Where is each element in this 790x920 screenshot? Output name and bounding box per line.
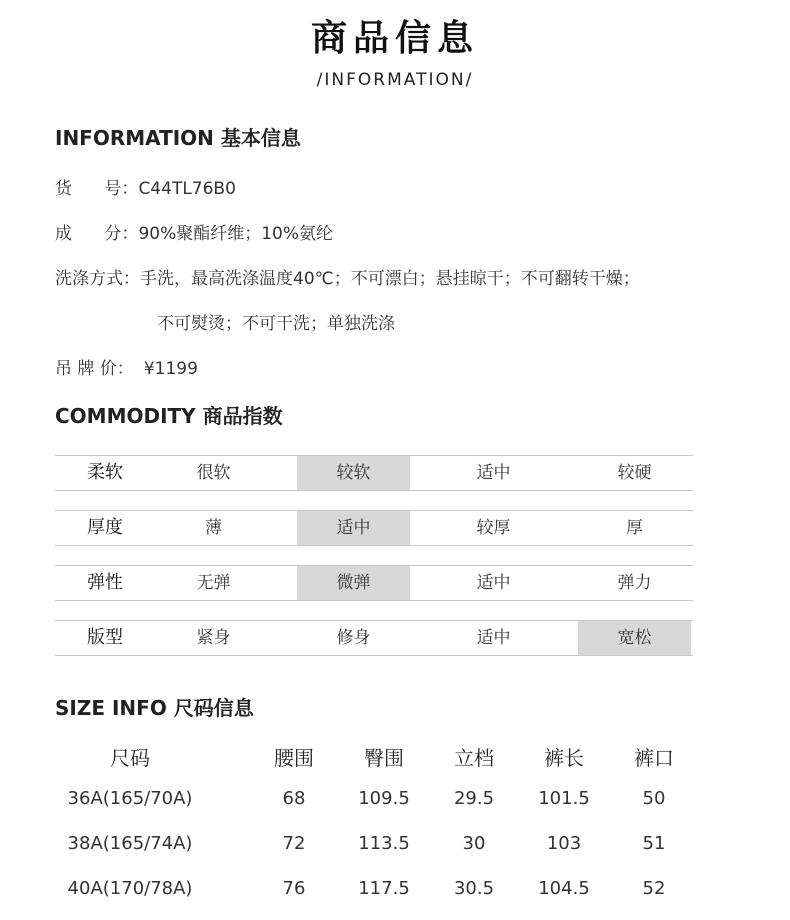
commodity-row-softness <box>55 455 693 491</box>
commodity-option: 弹力 <box>617 573 652 593</box>
size-cell: 103 <box>546 833 582 854</box>
size-info-title: SIZE INFO 尺码信息 <box>55 696 254 720</box>
commodity-title: COMMODITY 商品指数 <box>55 404 283 428</box>
info-row-washing <box>55 264 640 289</box>
size-cell: 50 <box>642 788 666 809</box>
basic-info-title: INFORMATION 基本信息 <box>55 126 301 150</box>
commodity-option: 较硬 <box>617 463 652 483</box>
info-row-price <box>55 354 198 379</box>
info-value: 90%聚酯纤维；10%氨纶 <box>138 224 334 244</box>
commodity-row-name: 柔软 <box>87 462 123 483</box>
info-value: ¥1199 <box>143 359 198 379</box>
size-cell: 104.5 <box>538 878 590 899</box>
size-header-hem: 裤口 <box>634 746 674 770</box>
commodity-option: 适中 <box>476 463 511 483</box>
commodity-option: 适中 <box>476 628 511 648</box>
commodity-option: 修身 <box>336 628 371 648</box>
commodity-option-selected: 微弹 <box>297 566 410 600</box>
size-cell: 109.5 <box>358 788 410 809</box>
size-cell: 51 <box>642 833 666 854</box>
size-header-hip: 臀围 <box>364 746 404 770</box>
commodity-option: 适中 <box>476 573 511 593</box>
size-header-size: 尺码 <box>110 746 150 770</box>
commodity-row-name: 弹性 <box>87 572 123 593</box>
size-cell: 30 <box>462 833 486 854</box>
info-value: 不可熨烫；不可干洗；单独洗涤 <box>157 314 395 334</box>
info-value: C44TL76B0 <box>138 179 236 199</box>
info-value: 手洗，最高洗涤温度40℃；不可漂白；悬挂晾干；不可翻转干燥； <box>140 269 640 289</box>
size-cell: 72 <box>282 833 306 854</box>
info-row-composition <box>55 219 333 244</box>
size-header-rise: 立档 <box>454 746 494 770</box>
info-label: 洗涤方式： <box>55 269 140 289</box>
commodity-option: 紧身 <box>196 628 231 648</box>
size-cell: 30.5 <box>453 878 495 899</box>
page-subtitle: /INFORMATION/ <box>316 70 474 90</box>
size-cell: 36A(165/70A) <box>67 788 193 809</box>
info-label: 吊 牌 价： <box>55 359 134 379</box>
size-cell: 40A(170/78A) <box>67 878 193 899</box>
size-cell: 52 <box>642 878 666 899</box>
commodity-option: 薄 <box>205 518 222 538</box>
commodity-row-name: 厚度 <box>87 517 123 538</box>
size-header-waist: 腰围 <box>274 746 314 770</box>
commodity-row-elasticity <box>55 565 693 601</box>
size-cell: 76 <box>282 878 306 899</box>
commodity-option: 无弹 <box>196 573 231 593</box>
page-title: 商品信息 <box>310 18 479 59</box>
size-cell: 29.5 <box>453 788 495 809</box>
commodity-row-thickness <box>55 510 693 546</box>
size-cell: 101.5 <box>538 788 590 809</box>
commodity-row-fit <box>55 620 693 656</box>
size-header-length: 裤长 <box>544 746 584 770</box>
info-row-washing-continued <box>157 309 395 334</box>
size-cell: 117.5 <box>358 878 410 899</box>
commodity-option: 很软 <box>196 463 231 483</box>
commodity-row-name: 版型 <box>87 627 123 648</box>
commodity-option: 厚 <box>626 518 643 538</box>
size-cell: 113.5 <box>358 833 410 854</box>
size-cell: 38A(165/74A) <box>67 833 193 854</box>
size-cell: 68 <box>282 788 306 809</box>
commodity-option-selected: 较软 <box>297 456 410 490</box>
commodity-option-selected: 宽松 <box>578 621 691 655</box>
info-row-item-no <box>55 174 236 199</box>
commodity-option: 较厚 <box>476 518 511 538</box>
info-label: 货 号： <box>55 179 139 199</box>
commodity-option-selected: 适中 <box>297 511 410 545</box>
info-label: 成 分： <box>55 224 139 244</box>
